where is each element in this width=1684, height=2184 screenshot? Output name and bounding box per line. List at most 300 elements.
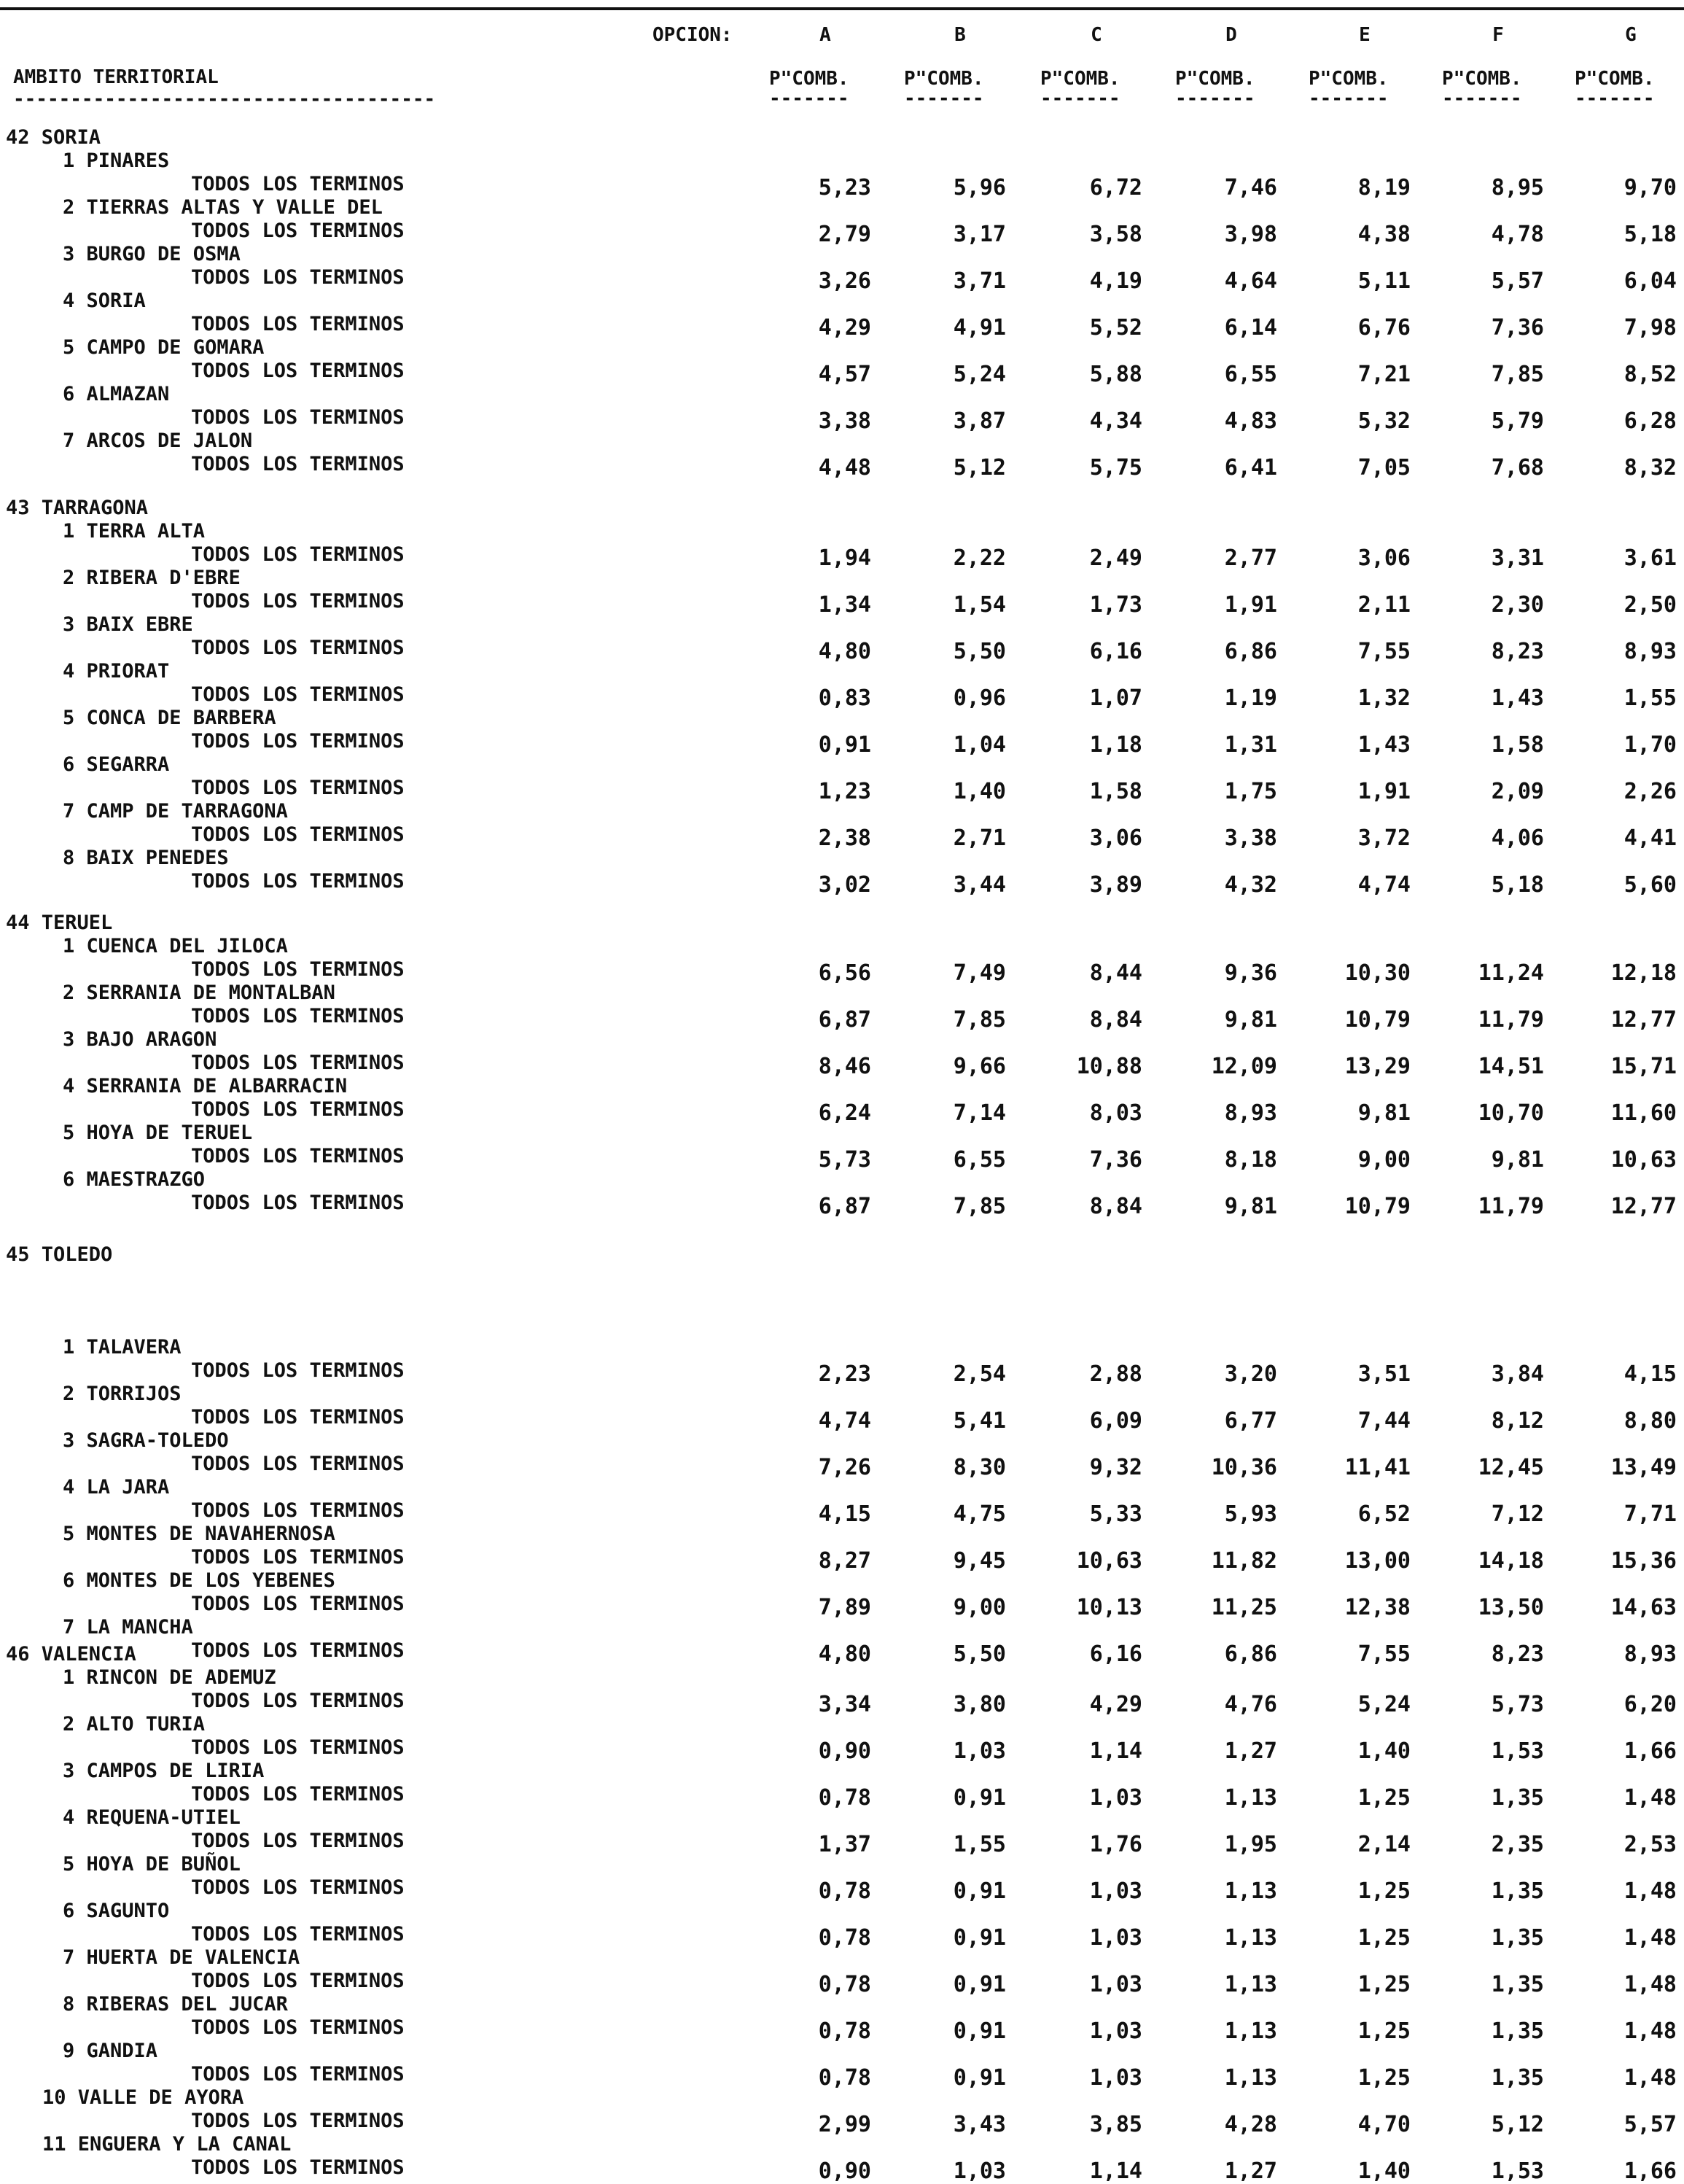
todos-los-terminos-label: TODOS LOS TERMINOS [191, 870, 405, 893]
pcomb-underline: ------- [1175, 88, 1255, 109]
value-cell-f: 1,35 [1491, 1925, 1544, 1951]
value-cell-g: 8,32 [1623, 455, 1677, 481]
ambito-territorial-label: AMBITO TERRITORIAL [13, 66, 219, 88]
value-cell-d: 3,98 [1224, 222, 1277, 247]
value-cell-e: 3,72 [1357, 825, 1411, 851]
value-cell-a: 5,23 [818, 175, 871, 201]
value-cell-g: 9,70 [1623, 175, 1677, 201]
pcomb-underline: ------- [1442, 88, 1522, 109]
value-cell-c: 1,03 [1089, 1878, 1142, 1904]
value-cell-g: 1,48 [1623, 1972, 1677, 1997]
value-cell-c: 1,76 [1089, 1832, 1142, 1857]
comarca-name: 5 HOYA DE TERUEL [63, 1122, 253, 1144]
value-cell-c: 3,58 [1089, 222, 1142, 247]
value-cell-c: 2,88 [1089, 1361, 1142, 1387]
comarca-name: 8 RIBERAS DEL JUCAR [63, 1993, 288, 2016]
option-header-f: F [1492, 24, 1504, 46]
comarca-name: 9 GANDIA [63, 2040, 158, 2062]
value-cell-b: 0,91 [953, 1785, 1006, 1811]
comarca-name: 4 REQUENA-UTIEL [63, 1806, 241, 1829]
pcomb-header: P"COMB. [769, 68, 849, 90]
value-cell-d: 1,13 [1224, 1785, 1277, 1811]
value-cell-b: 3,43 [953, 2112, 1006, 2137]
value-cell-d: 6,41 [1224, 455, 1277, 481]
comarca-name: 11 ENGUERA Y LA CANAL [42, 2133, 292, 2156]
value-cell-a: 2,38 [818, 825, 871, 851]
value-cell-g: 2,53 [1623, 1832, 1677, 1857]
comarca-name: 6 ALMAZAN [63, 383, 170, 405]
value-cell-c: 3,06 [1089, 825, 1142, 851]
value-cell-b: 9,45 [953, 1548, 1006, 1574]
value-cell-g: 1,48 [1623, 1785, 1677, 1811]
value-cell-a: 1,94 [818, 545, 871, 571]
value-cell-f: 1,53 [1491, 2158, 1544, 2184]
value-cell-f: 11,79 [1478, 1007, 1544, 1033]
comarca-name: 7 CAMP DE TARRAGONA [63, 800, 288, 823]
value-cell-b: 0,91 [953, 1878, 1006, 1904]
value-cell-d: 7,46 [1224, 175, 1277, 201]
todos-los-terminos-label: TODOS LOS TERMINOS [191, 1876, 405, 1899]
value-cell-b: 1,55 [953, 1832, 1006, 1857]
value-cell-c: 5,75 [1089, 455, 1142, 481]
value-cell-a: 0,78 [818, 1972, 871, 1997]
value-cell-c: 1,18 [1089, 732, 1142, 758]
value-cell-e: 6,52 [1357, 1501, 1411, 1527]
comarca-name: 2 SERRANIA DE MONTALBAN [63, 982, 335, 1004]
todos-los-terminos-label: TODOS LOS TERMINOS [191, 2016, 405, 2039]
todos-los-terminos-label: TODOS LOS TERMINOS [191, 1005, 405, 1027]
value-cell-a: 2,23 [818, 1361, 871, 1387]
value-cell-f: 2,09 [1491, 779, 1544, 804]
value-cell-c: 6,72 [1089, 175, 1142, 201]
value-cell-b: 1,03 [953, 2158, 1006, 2184]
value-cell-a: 0,78 [818, 1878, 871, 1904]
value-cell-g: 12,18 [1610, 960, 1677, 986]
value-cell-a: 6,87 [818, 1007, 871, 1033]
comarca-name: 3 BAJO ARAGON [63, 1028, 217, 1051]
value-cell-f: 5,12 [1491, 2112, 1544, 2137]
value-cell-e: 1,40 [1357, 2158, 1411, 2184]
comarca-name: 8 BAIX PENEDES [63, 847, 229, 869]
value-cell-a: 4,80 [818, 1641, 871, 1667]
value-cell-b: 4,75 [953, 1501, 1006, 1527]
comarca-name: 1 TERRA ALTA [63, 520, 206, 543]
value-cell-b: 8,30 [953, 1455, 1006, 1480]
value-cell-a: 4,74 [818, 1408, 871, 1434]
comarca-name: 6 MONTES DE LOS YEBENES [63, 1569, 335, 1592]
comarca-name: 6 SEGARRA [63, 753, 170, 776]
value-cell-g: 8,80 [1623, 1408, 1677, 1434]
value-cell-b: 3,17 [953, 222, 1006, 247]
value-cell-e: 7,21 [1357, 362, 1411, 387]
value-cell-d: 1,95 [1224, 1832, 1277, 1857]
pcomb-underline: ------- [1040, 88, 1120, 109]
value-cell-c: 8,84 [1089, 1194, 1142, 1219]
value-cell-g: 7,71 [1623, 1501, 1677, 1527]
value-cell-c: 1,58 [1089, 779, 1142, 804]
value-cell-d: 4,64 [1224, 268, 1277, 294]
value-cell-g: 5,57 [1623, 2112, 1677, 2137]
value-cell-f: 5,18 [1491, 872, 1544, 898]
comarca-name: 5 MONTES DE NAVAHERNOSA [63, 1523, 335, 1545]
value-cell-d: 5,93 [1224, 1501, 1277, 1527]
value-cell-b: 0,91 [953, 1925, 1006, 1951]
value-cell-d: 3,20 [1224, 1361, 1277, 1387]
value-cell-b: 9,00 [953, 1595, 1006, 1620]
value-cell-b: 1,40 [953, 779, 1006, 804]
value-cell-g: 15,36 [1610, 1548, 1677, 1574]
value-cell-b: 1,54 [953, 592, 1006, 618]
value-cell-b: 1,03 [953, 1738, 1006, 1764]
todos-los-terminos-label: TODOS LOS TERMINOS [191, 173, 405, 195]
value-cell-g: 5,60 [1623, 872, 1677, 898]
value-cell-d: 11,82 [1211, 1548, 1277, 1574]
value-cell-b: 5,50 [953, 639, 1006, 664]
value-cell-a: 3,38 [818, 408, 871, 434]
value-cell-f: 1,35 [1491, 2018, 1544, 2044]
todos-los-terminos-label: TODOS LOS TERMINOS [191, 219, 405, 242]
value-cell-e: 8,19 [1357, 175, 1411, 201]
comarca-name: 3 CAMPOS DE LIRIA [63, 1760, 265, 1782]
comarca-name: 5 CAMPO DE GOMARA [63, 336, 265, 359]
value-cell-f: 8,23 [1491, 1641, 1544, 1667]
value-cell-f: 1,53 [1491, 1738, 1544, 1764]
value-cell-e: 13,00 [1344, 1548, 1411, 1574]
value-cell-c: 6,16 [1089, 639, 1142, 664]
todos-los-terminos-label: TODOS LOS TERMINOS [191, 1923, 405, 1946]
value-cell-g: 11,60 [1610, 1100, 1677, 1126]
value-cell-d: 4,32 [1224, 872, 1277, 898]
value-cell-c: 3,89 [1089, 872, 1142, 898]
value-cell-c: 7,36 [1089, 1147, 1142, 1173]
value-cell-e: 7,44 [1357, 1408, 1411, 1434]
value-cell-e: 2,14 [1357, 1832, 1411, 1857]
value-cell-b: 7,85 [953, 1194, 1006, 1219]
comarca-name: 1 RINCON DE ADEMUZ [63, 1666, 276, 1689]
value-cell-a: 4,29 [818, 315, 871, 341]
comarca-name: 3 BURGO DE OSMA [63, 243, 241, 265]
todos-los-terminos-label: TODOS LOS TERMINOS [191, 1098, 405, 1121]
value-cell-g: 3,61 [1623, 545, 1677, 571]
value-cell-c: 5,88 [1089, 362, 1142, 387]
value-cell-f: 2,30 [1491, 592, 1544, 618]
todos-los-terminos-label: TODOS LOS TERMINOS [191, 1639, 405, 1662]
value-cell-a: 4,48 [818, 455, 871, 481]
value-cell-d: 1,19 [1224, 685, 1277, 711]
value-cell-d: 9,36 [1224, 960, 1277, 986]
value-cell-b: 2,71 [953, 825, 1006, 851]
pcomb-underline: ------- [1309, 88, 1389, 109]
todos-los-terminos-label: TODOS LOS TERMINOS [191, 1499, 405, 1522]
value-cell-e: 4,70 [1357, 2112, 1411, 2137]
value-cell-c: 1,03 [1089, 1925, 1142, 1951]
value-cell-e: 5,11 [1357, 268, 1411, 294]
value-cell-f: 7,12 [1491, 1501, 1544, 1527]
value-cell-f: 4,06 [1491, 825, 1544, 851]
value-cell-e: 3,51 [1357, 1361, 1411, 1387]
value-cell-e: 13,29 [1344, 1054, 1411, 1079]
todos-los-terminos-label: TODOS LOS TERMINOS [191, 1052, 405, 1074]
value-cell-f: 12,45 [1478, 1455, 1544, 1480]
comarca-name: 7 ARCOS DE JALON [63, 430, 253, 452]
value-cell-f: 7,68 [1491, 455, 1544, 481]
value-cell-f: 13,50 [1478, 1595, 1544, 1620]
comarca-name: 10 VALLE DE AYORA [42, 2086, 244, 2109]
todos-los-terminos-label: TODOS LOS TERMINOS [191, 683, 405, 706]
pcomb-underline: ------- [904, 88, 984, 109]
todos-los-terminos-label: TODOS LOS TERMINOS [191, 2156, 405, 2179]
value-cell-d: 1,13 [1224, 2065, 1277, 2091]
value-cell-d: 10,36 [1211, 1455, 1277, 1480]
value-cell-a: 8,46 [818, 1054, 871, 1079]
value-cell-f: 11,79 [1478, 1194, 1544, 1219]
value-cell-c: 1,14 [1089, 1738, 1142, 1764]
value-cell-f: 10,70 [1478, 1100, 1544, 1126]
value-cell-e: 1,40 [1357, 1738, 1411, 1764]
value-cell-d: 6,86 [1224, 639, 1277, 664]
value-cell-e: 5,24 [1357, 1692, 1411, 1717]
value-cell-f: 11,24 [1478, 960, 1544, 986]
comarca-name: 4 SORIA [63, 289, 146, 312]
value-cell-e: 10,30 [1344, 960, 1411, 986]
value-cell-f: 14,18 [1478, 1548, 1544, 1574]
value-cell-a: 4,57 [818, 362, 871, 387]
value-cell-c: 1,03 [1089, 2065, 1142, 2091]
value-cell-f: 1,58 [1491, 732, 1544, 758]
value-cell-e: 7,55 [1357, 639, 1411, 664]
value-cell-e: 1,25 [1357, 1878, 1411, 1904]
value-cell-a: 0,90 [818, 1738, 871, 1764]
value-cell-e: 10,79 [1344, 1007, 1411, 1033]
province-name: 45 TOLEDO [6, 1243, 113, 1266]
value-cell-e: 1,43 [1357, 732, 1411, 758]
value-cell-a: 0,90 [818, 2158, 871, 2184]
value-cell-g: 2,50 [1623, 592, 1677, 618]
value-cell-d: 4,76 [1224, 1692, 1277, 1717]
value-cell-c: 5,33 [1089, 1501, 1142, 1527]
value-cell-e: 7,55 [1357, 1641, 1411, 1667]
comarca-name: 1 TALAVERA [63, 1336, 182, 1359]
comarca-name: 1 CUENCA DEL JILOCA [63, 935, 288, 957]
todos-los-terminos-label: TODOS LOS TERMINOS [191, 1783, 405, 1806]
value-cell-b: 4,91 [953, 315, 1006, 341]
value-cell-c: 8,03 [1089, 1100, 1142, 1126]
value-cell-b: 5,24 [953, 362, 1006, 387]
todos-los-terminos-label: TODOS LOS TERMINOS [191, 543, 405, 566]
value-cell-a: 3,02 [818, 872, 871, 898]
value-cell-c: 1,14 [1089, 2158, 1142, 2184]
todos-los-terminos-label: TODOS LOS TERMINOS [191, 266, 405, 289]
value-cell-c: 4,29 [1089, 1692, 1142, 1717]
value-cell-b: 3,87 [953, 408, 1006, 434]
value-cell-a: 5,73 [818, 1147, 871, 1173]
value-cell-g: 7,98 [1623, 315, 1677, 341]
value-cell-d: 1,13 [1224, 1925, 1277, 1951]
value-cell-f: 1,35 [1491, 2065, 1544, 2091]
value-cell-g: 2,26 [1623, 779, 1677, 804]
value-cell-g: 8,52 [1623, 362, 1677, 387]
comarca-name: 6 MAESTRAZGO [63, 1168, 206, 1191]
todos-los-terminos-label: TODOS LOS TERMINOS [191, 1453, 405, 1475]
value-cell-d: 8,93 [1224, 1100, 1277, 1126]
comarca-name: 7 HUERTA DE VALENCIA [63, 1946, 300, 1969]
value-cell-g: 6,20 [1623, 1692, 1677, 1717]
value-cell-e: 7,05 [1357, 455, 1411, 481]
todos-los-terminos-label: TODOS LOS TERMINOS [191, 823, 405, 846]
comarca-name: 2 TORRIJOS [63, 1383, 182, 1405]
value-cell-d: 11,25 [1211, 1595, 1277, 1620]
value-cell-c: 8,84 [1089, 1007, 1142, 1033]
value-cell-f: 5,79 [1491, 408, 1544, 434]
todos-los-terminos-label: TODOS LOS TERMINOS [191, 730, 405, 753]
value-cell-c: 4,34 [1089, 408, 1142, 434]
value-cell-c: 1,03 [1089, 1972, 1142, 1997]
value-cell-c: 4,19 [1089, 268, 1142, 294]
option-header-e: E [1359, 24, 1371, 46]
pcomb-header: P"COMB. [1309, 68, 1389, 90]
value-cell-b: 0,91 [953, 2018, 1006, 2044]
value-cell-e: 5,32 [1357, 408, 1411, 434]
value-cell-e: 6,76 [1357, 315, 1411, 341]
value-cell-a: 7,89 [818, 1595, 871, 1620]
value-cell-d: 1,13 [1224, 2018, 1277, 2044]
comarca-name: 2 TIERRAS ALTAS Y VALLE DEL [63, 196, 383, 219]
value-cell-b: 2,22 [953, 545, 1006, 571]
value-cell-f: 5,57 [1491, 268, 1544, 294]
value-cell-e: 9,81 [1357, 1100, 1411, 1126]
value-cell-f: 7,36 [1491, 315, 1544, 341]
value-cell-a: 6,24 [818, 1100, 871, 1126]
value-cell-a: 7,26 [818, 1455, 871, 1480]
todos-los-terminos-label: TODOS LOS TERMINOS [191, 777, 405, 799]
value-cell-f: 2,35 [1491, 1832, 1544, 1857]
value-cell-d: 6,77 [1224, 1408, 1277, 1434]
pcomb-header: P"COMB. [1040, 68, 1120, 90]
value-cell-g: 8,93 [1623, 1641, 1677, 1667]
value-cell-g: 4,15 [1623, 1361, 1677, 1387]
todos-los-terminos-label: TODOS LOS TERMINOS [191, 2063, 405, 2086]
value-cell-g: 10,63 [1610, 1147, 1677, 1173]
value-cell-g: 1,48 [1623, 1925, 1677, 1951]
value-cell-d: 1,31 [1224, 732, 1277, 758]
value-cell-d: 9,81 [1224, 1007, 1277, 1033]
value-cell-c: 3,85 [1089, 2112, 1142, 2137]
value-cell-f: 5,73 [1491, 1692, 1544, 1717]
pcomb-header: P"COMB. [1175, 68, 1255, 90]
value-cell-b: 3,44 [953, 872, 1006, 898]
todos-los-terminos-label: TODOS LOS TERMINOS [191, 2110, 405, 2132]
value-cell-c: 6,09 [1089, 1408, 1142, 1434]
value-cell-f: 8,23 [1491, 639, 1544, 664]
comarca-name: 3 BAIX EBRE [63, 613, 193, 636]
value-cell-e: 1,25 [1357, 2065, 1411, 2091]
value-cell-b: 3,80 [953, 1692, 1006, 1717]
value-cell-b: 0,96 [953, 685, 1006, 711]
value-cell-g: 12,77 [1610, 1194, 1677, 1219]
todos-los-terminos-label: TODOS LOS TERMINOS [191, 1736, 405, 1759]
value-cell-b: 5,50 [953, 1641, 1006, 1667]
value-cell-e: 1,25 [1357, 1972, 1411, 1997]
todos-los-terminos-label: TODOS LOS TERMINOS [191, 360, 405, 382]
value-cell-a: 2,79 [818, 222, 871, 247]
value-cell-b: 7,49 [953, 960, 1006, 986]
province-name: 43 TARRAGONA [6, 497, 149, 519]
value-cell-c: 10,88 [1076, 1054, 1142, 1079]
value-cell-g: 1,70 [1623, 732, 1677, 758]
comarca-name: 5 HOYA DE BUÑOL [63, 1853, 241, 1876]
value-cell-e: 1,91 [1357, 779, 1411, 804]
value-cell-a: 1,23 [818, 779, 871, 804]
value-cell-g: 6,28 [1623, 408, 1677, 434]
value-cell-d: 1,13 [1224, 1972, 1277, 1997]
value-cell-b: 2,54 [953, 1361, 1006, 1387]
value-cell-c: 1,03 [1089, 1785, 1142, 1811]
pcomb-header: P"COMB. [904, 68, 984, 90]
option-header-d: D [1225, 24, 1237, 46]
value-cell-b: 6,55 [953, 1147, 1006, 1173]
value-cell-e: 10,79 [1344, 1194, 1411, 1219]
value-cell-c: 2,49 [1089, 545, 1142, 571]
option-header-g: G [1625, 24, 1637, 46]
comarca-name: 5 CONCA DE BARBERA [63, 707, 276, 729]
value-cell-a: 0,78 [818, 1925, 871, 1951]
value-cell-g: 13,49 [1610, 1455, 1677, 1480]
todos-los-terminos-label: TODOS LOS TERMINOS [191, 958, 405, 981]
value-cell-f: 7,85 [1491, 362, 1544, 387]
todos-los-terminos-label: TODOS LOS TERMINOS [191, 406, 405, 429]
todos-los-terminos-label: TODOS LOS TERMINOS [191, 453, 405, 475]
pcomb-header: P"COMB. [1442, 68, 1522, 90]
value-cell-d: 1,27 [1224, 1738, 1277, 1764]
value-cell-a: 4,80 [818, 639, 871, 664]
value-cell-a: 6,56 [818, 960, 871, 986]
todos-los-terminos-label: TODOS LOS TERMINOS [191, 1145, 405, 1167]
top-rule [0, 7, 1684, 10]
todos-los-terminos-label: TODOS LOS TERMINOS [191, 590, 405, 613]
value-cell-d: 1,75 [1224, 779, 1277, 804]
value-cell-a: 6,87 [818, 1194, 871, 1219]
value-cell-c: 1,07 [1089, 685, 1142, 711]
value-cell-b: 0,91 [953, 2065, 1006, 2091]
value-cell-g: 5,18 [1623, 222, 1677, 247]
todos-los-terminos-label: TODOS LOS TERMINOS [191, 1690, 405, 1712]
value-cell-c: 1,03 [1089, 2018, 1142, 2044]
todos-los-terminos-label: TODOS LOS TERMINOS [191, 1192, 405, 1214]
province-name: 46 VALENCIA [6, 1643, 136, 1666]
value-cell-f: 4,78 [1491, 222, 1544, 247]
todos-los-terminos-label: TODOS LOS TERMINOS [191, 1546, 405, 1569]
value-cell-a: 0,78 [818, 1785, 871, 1811]
value-cell-a: 0,78 [818, 2018, 871, 2044]
value-cell-a: 0,78 [818, 2065, 871, 2091]
value-cell-f: 14,51 [1478, 1054, 1544, 1079]
value-cell-b: 9,66 [953, 1054, 1006, 1079]
value-cell-b: 1,04 [953, 732, 1006, 758]
value-cell-f: 1,35 [1491, 1785, 1544, 1811]
value-cell-e: 11,41 [1344, 1455, 1411, 1480]
value-cell-a: 0,91 [818, 732, 871, 758]
pcomb-underline: ------- [1575, 88, 1655, 109]
option-header-b: B [954, 24, 966, 46]
comarca-name: 7 LA MANCHA [63, 1616, 193, 1639]
comarca-name: 2 ALTO TURIA [63, 1713, 206, 1736]
value-cell-b: 3,71 [953, 268, 1006, 294]
value-cell-a: 3,26 [818, 268, 871, 294]
todos-los-terminos-label: TODOS LOS TERMINOS [191, 1830, 405, 1852]
comarca-name: 4 PRIORAT [63, 660, 170, 683]
value-cell-c: 8,44 [1089, 960, 1142, 986]
value-cell-f: 1,35 [1491, 1972, 1544, 1997]
